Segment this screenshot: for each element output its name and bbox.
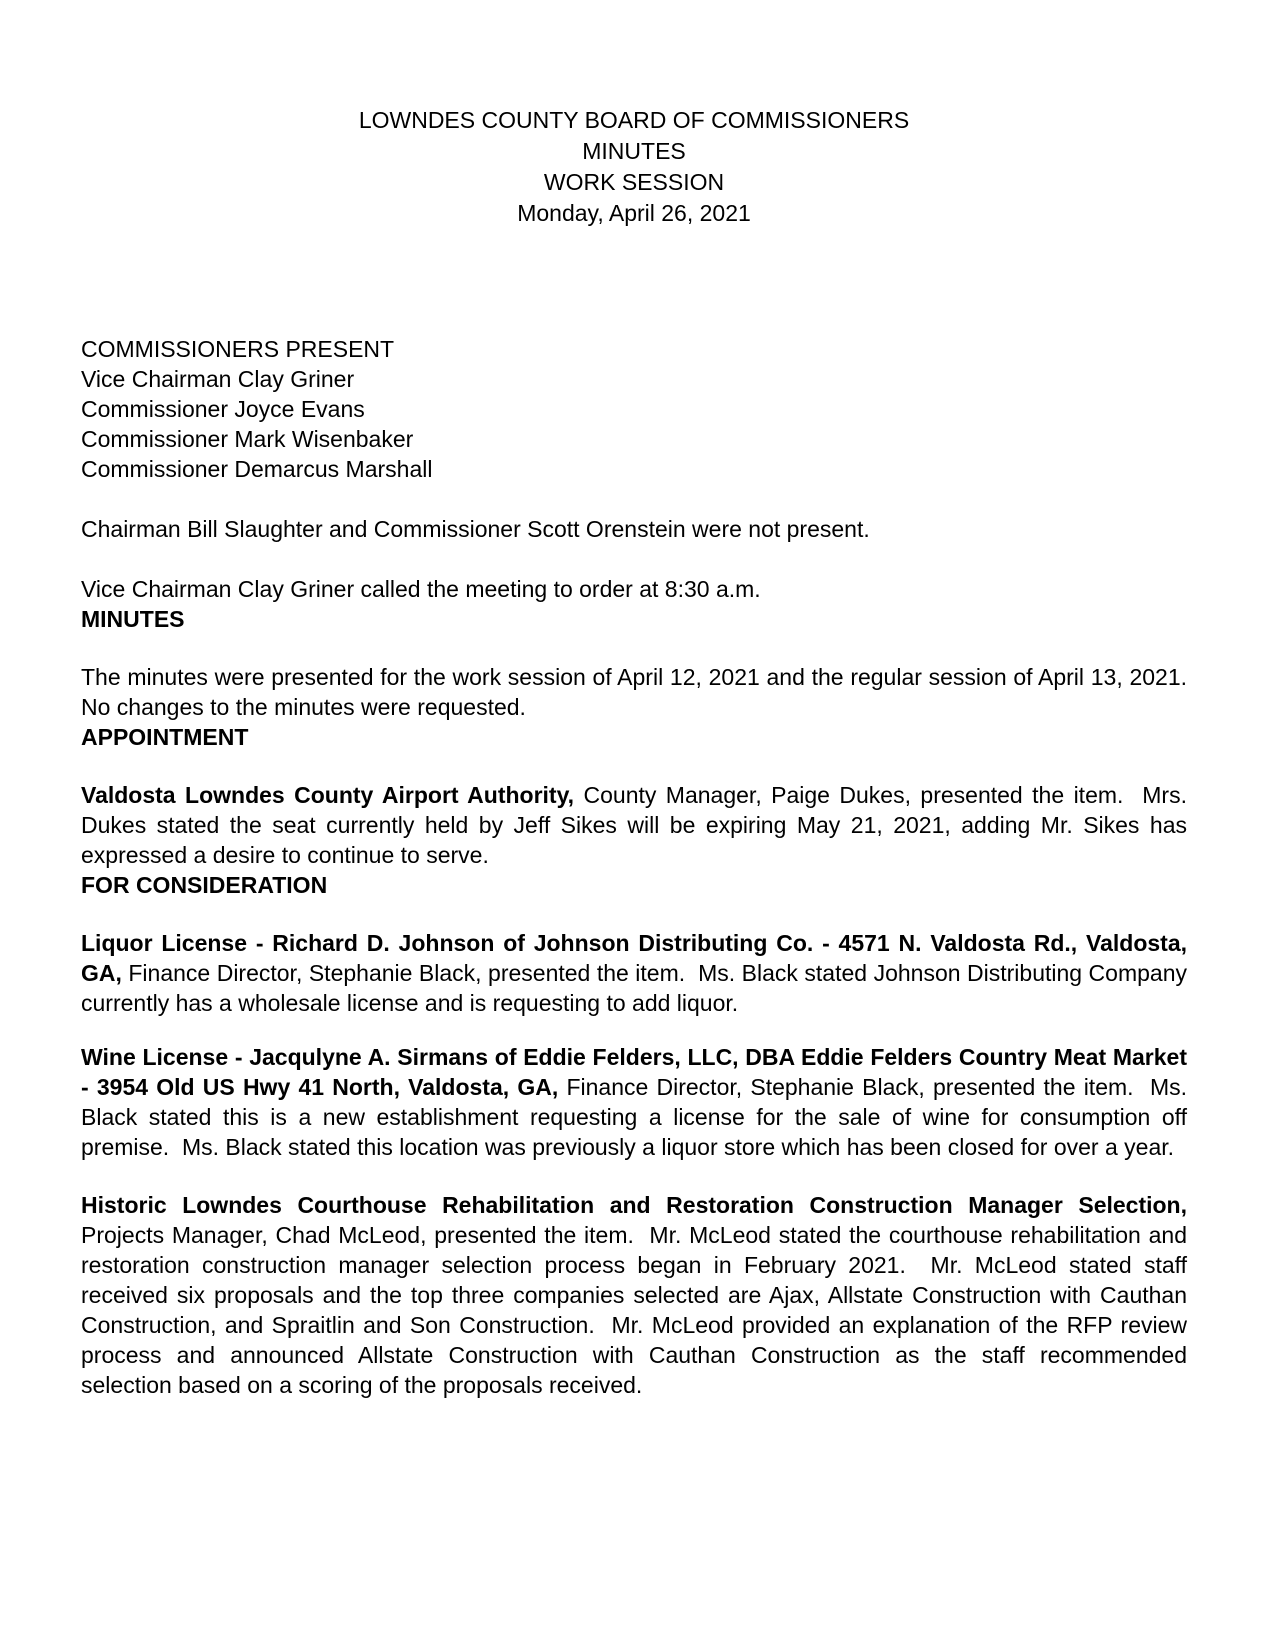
commissioner-name: Commissioner Mark Wisenbaker [81, 426, 414, 452]
commissioner-name: Commissioner Demarcus Marshall [81, 456, 433, 482]
appointment-item-title: Valdosta Lowndes County Airport Authority, [81, 782, 575, 808]
consideration-item-body: Projects Manager, Chad McLeod, presented the item. Mr. McLeod stated the courthouse rehabilitation and restoration construction manager selection process began in February 2021. Mr. McLeod stated staff received six proposals and the top three companies selected are Ajax, Allstate Construction with Cauthan Construction, and Spraitlin and Son Construction. Mr. McLeod provided an explanation of the RFP review process and announced Allstate Construction with Cauthan Construction as the staff recommended selection based on a scoring of the proposals received. [81, 1192, 1194, 1398]
document-title-line-org: LOWNDES COUNTY BOARD OF COMMISSIONERS [358, 107, 910, 133]
consideration-item-liquor-license [81, 928, 1194, 1018]
for-consideration-section-heading: FOR CONSIDERATION [81, 872, 328, 898]
appointment-section-heading: APPOINTMENT [81, 724, 249, 750]
absent-note: Chairman Bill Slaughter and Commissioner Scott Orenstein were not present. [81, 516, 870, 542]
commissioner-name: Commissioner Joyce Evans [81, 396, 365, 422]
consideration-item-body: Finance Director, Stephanie Black, presented the item. Ms. Black stated Johnson Distributing Company currently has a wholesale license and is requesting to add liquor. [81, 960, 1194, 1016]
document-title-block [81, 105, 1187, 229]
call-to-order-note: Vice Chairman Clay Griner called the meeting to order at 8:30 a.m. [81, 576, 761, 602]
consideration-item-title: Wine License - Jacqulyne A. Sirmans of Eddie Felders, LLC, DBA Eddie Felders Country Meat Market - 3954 Old US Hwy 41 North, Valdosta, GA, [81, 1044, 1194, 1100]
document-title-line-session: WORK SESSION [543, 169, 725, 195]
consideration-item-title: Historic Lowndes Courthouse Rehabilitation and Restoration Construction Manager Selection, [81, 1192, 1187, 1218]
minutes-section-heading: MINUTES [81, 606, 185, 632]
commissioners-present-heading: COMMISSIONERS PRESENT [81, 336, 395, 362]
commissioner-name: Vice Chairman Clay Griner [81, 366, 355, 392]
appointment-item-body: County Manager, Paige Dukes, presented the item. Mrs. Dukes stated the seat currently held by Jeff Sikes will be expiring May 21, 2021, adding Mr. Sikes has expressed a desire to continue to serve. [81, 782, 1194, 868]
document-title-line-minutes: MINUTES [582, 138, 686, 164]
consideration-item-wine-license [81, 1042, 1194, 1162]
document-title-line-date: Monday, April 26, 2021 [517, 200, 751, 226]
consideration-item-courthouse-rehabilitation [81, 1190, 1194, 1400]
minutes-paragraph: The minutes were presented for the work session of April 12, 2021 and the regular session of April 13, 2021. No changes to the minutes were requested. [81, 664, 1200, 720]
attendance-section [81, 334, 1187, 484]
consideration-item-title: Liquor License - Richard D. Johnson of Johnson Distributing Co. - 4571 N. Valdosta Rd., Valdosta, GA, [81, 930, 1194, 986]
consideration-item-body: Finance Director, Stephanie Black, presented the item. Ms. Black stated this is a new establishment requesting a license for the sale of wine for consumption off premise. Ms. Black stated this location was previously a liquor store which has been closed for over a year. [81, 1074, 1194, 1160]
appointment-item-airport-authority [81, 780, 1194, 870]
